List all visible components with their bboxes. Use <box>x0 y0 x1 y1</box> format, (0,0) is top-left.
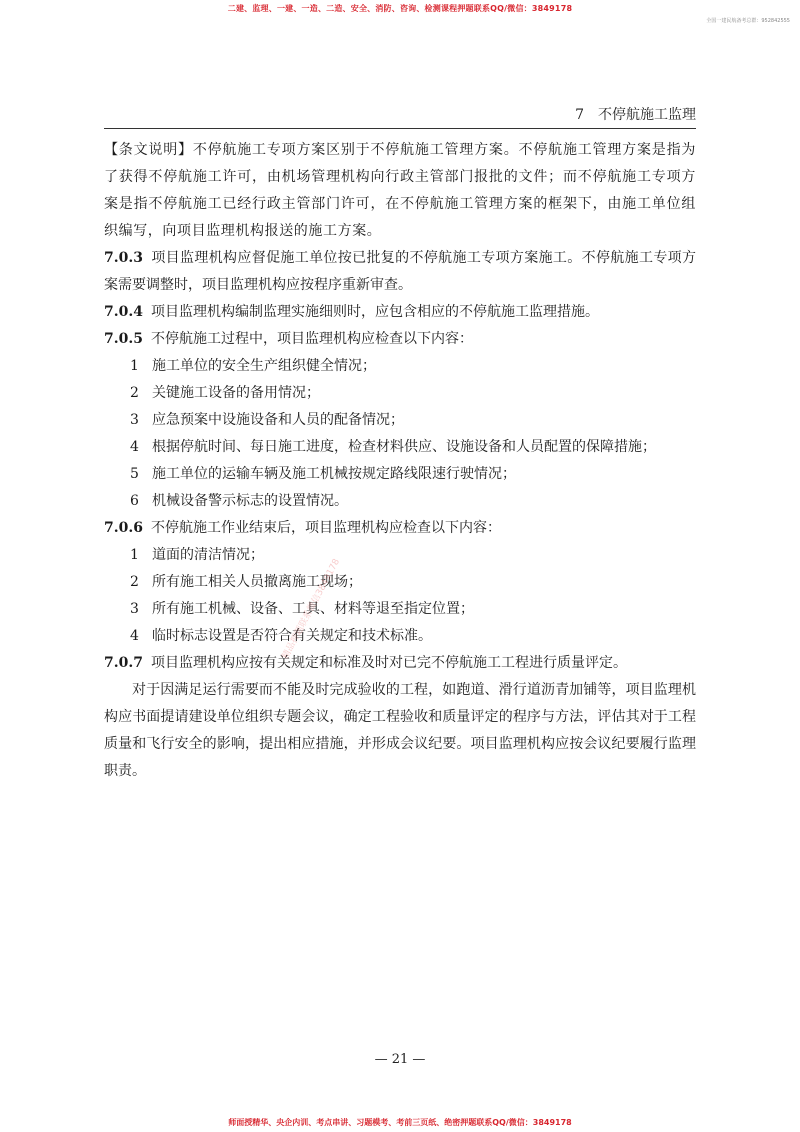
list-item <box>104 434 696 461</box>
clause-text: 项目监理机构应按有关规定和标准及时对已完不停航施工工程进行质量评定。 <box>150 655 627 671</box>
item-text: 道面的清洁情况； <box>152 547 264 563</box>
page-content <box>104 137 696 785</box>
clause-text: 不停航施工过程中，项目监理机构应检查以下内容： <box>150 331 473 347</box>
item-number: 4 <box>130 628 139 644</box>
clause-7-0-5 <box>104 326 696 353</box>
item-text: 根据停航时间、每日施工进度，检查材料供应、设施设备和人员配置的保障措施； <box>152 439 656 455</box>
clause-number: 7.0.7 <box>104 655 143 671</box>
item-number: 2 <box>130 385 139 401</box>
bottom-banner: 师面授精华、央企内训、考点串讲、习题模考、考前三页纸、绝密押题联系QQ/微信：3849178 <box>228 1118 572 1127</box>
clause-text: 项目监理机构应督促施工单位按已批复的不停航施工专项方案施工。不停航施工专项方案需要调整时，项目监理机构应按程序重新审查。 <box>104 250 696 293</box>
item-number: 5 <box>130 466 139 482</box>
item-number: 6 <box>130 493 139 509</box>
item-text: 施工单位的安全生产组织健全情况； <box>152 358 376 374</box>
clause-number: 7.0.3 <box>104 250 143 266</box>
watermark: 精品押题联系微信3849178 <box>280 557 343 662</box>
item-text: 施工单位的运输车辆及施工机械按规定路线限速行驶情况； <box>152 466 516 482</box>
clause-7-0-7 <box>104 650 696 677</box>
item-number: 3 <box>130 412 139 428</box>
header-divider <box>104 128 696 129</box>
item-number: 4 <box>130 439 139 455</box>
list-item <box>104 407 696 434</box>
clause-text: 项目监理机构编制监理实施细则时，应包含相应的不停航施工监理措施。 <box>150 304 599 320</box>
list-item <box>104 353 696 380</box>
body-paragraph: 对于因满足运行需要而不能及时完成验收的工程，如跑道、滑行道沥青加铺等，项目监理机构应书面提请建设单位组织专题会议，确定工程验收和质量评定的程序与方法，评估其对于工程质量和飞行安全的影响，提出相应措施，并形成会议纪要。项目监理机构应按会议纪要履行监理职责。 <box>104 682 696 779</box>
list-item <box>104 461 696 488</box>
item-text: 应急预案中设施设备和人员的配备情况； <box>152 412 404 428</box>
item-text: 所有施工相关人员撤离施工现场； <box>152 574 362 590</box>
item-number: 1 <box>130 358 139 374</box>
top-banner: 二建、监理、一建、一造、二造、安全、消防、咨询、检测课程押题联系QQ/微信：3849178 <box>227 4 573 13</box>
clause-number: 7.0.5 <box>104 331 143 347</box>
list-item <box>104 623 696 650</box>
item-text: 关键施工设备的备用情况； <box>152 385 320 401</box>
clause-7-0-6 <box>104 515 696 542</box>
clause-number: 7.0.4 <box>104 304 143 320</box>
commentary-label: 【条文说明】 <box>104 142 193 158</box>
list-item <box>104 380 696 407</box>
commentary-text: 不停航施工专项方案区别于不停航施工管理方案。不停航施工管理方案是指为了获得不停航施工许可，由机场管理机构向行政主管部门报批的文件；而不停航施工专项方案是指不停航施工已经行政主管部门许可，在不停航施工管理方案的框架下，由施工单位组织编写，向项目监理机构报送的施工方案。 <box>104 142 696 239</box>
clause-text: 不停航施工作业结束后，项目监理机构应检查以下内容： <box>150 520 501 536</box>
clause-number: 7.0.6 <box>104 520 143 536</box>
list-item <box>104 596 696 623</box>
item-number: 1 <box>130 547 139 563</box>
item-number: 2 <box>130 574 139 590</box>
list-item <box>104 569 696 596</box>
item-number: 3 <box>130 601 139 617</box>
chapter-title: 7 不停航施工监理 <box>575 107 696 123</box>
item-text: 所有施工机械、设备、工具、材料等退至指定位置； <box>152 601 474 617</box>
clause-commentary <box>104 137 696 245</box>
item-text: 机械设备警示标志的设置情况。 <box>152 493 348 509</box>
list-item <box>104 542 696 569</box>
item-text: 临时标志设置是否符合有关规定和技术标准。 <box>152 628 432 644</box>
list-item <box>104 488 696 515</box>
top-right-note: 全国一建民航备考总群：952842555 <box>706 18 790 24</box>
clause-7-0-3 <box>104 245 696 299</box>
clause-7-0-4 <box>104 299 696 326</box>
page-number: — 21 — <box>374 1052 426 1067</box>
